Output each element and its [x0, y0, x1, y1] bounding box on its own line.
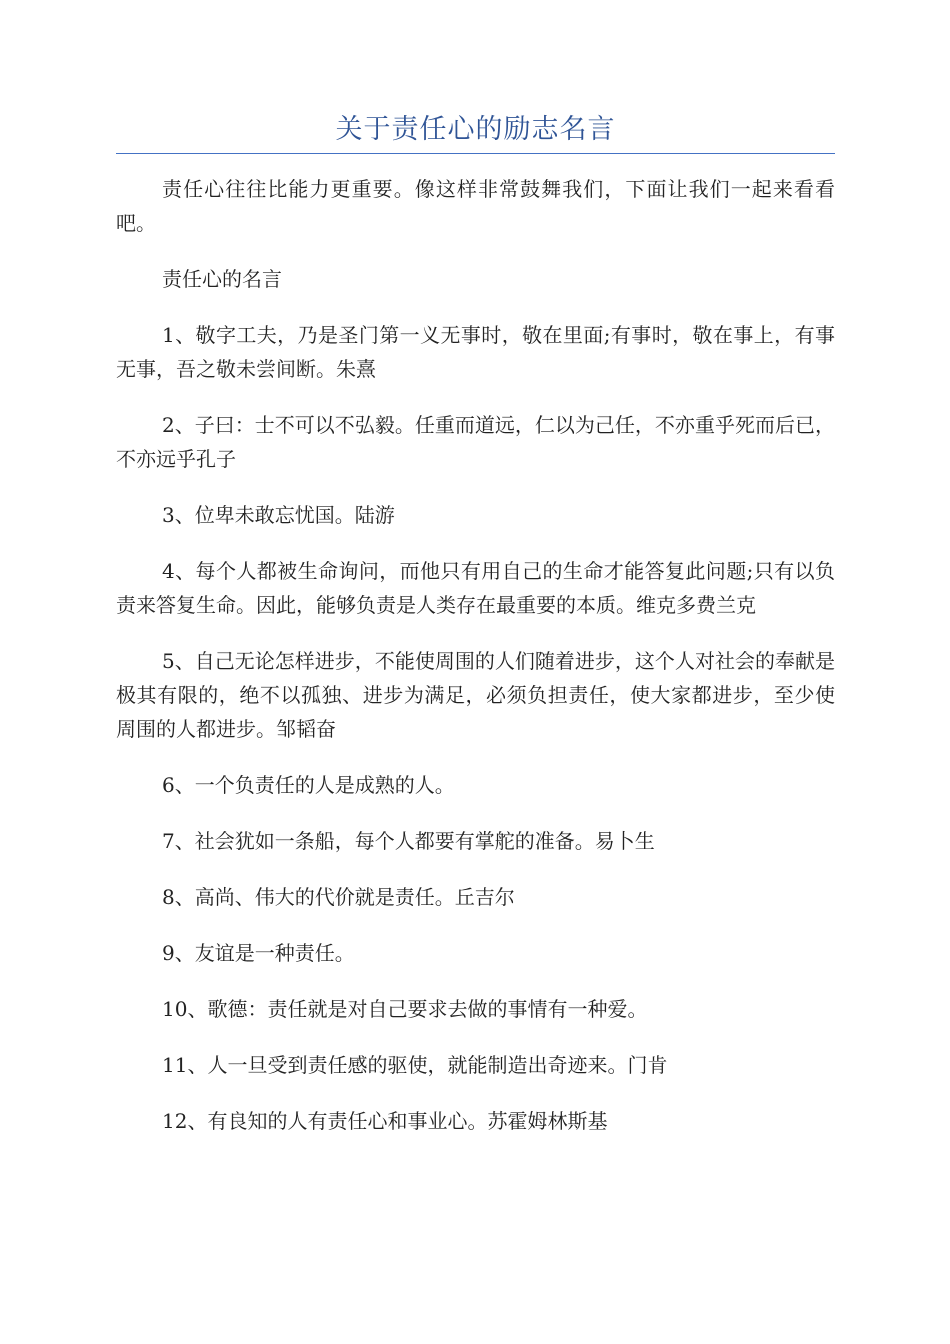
quote-paragraph: 12、有良知的人有责任心和事业心。苏霍姆林斯基: [162, 1109, 608, 1133]
quote-paragraph: 6、一个负责任的人是成熟的人。: [162, 773, 455, 797]
quote-paragraph: 10、歌德：责任就是对自己要求去做的事情有一种爱。: [162, 997, 648, 1021]
quote-paragraph: 7、社会犹如一条船，每个人都要有掌舵的准备。易卜生: [162, 829, 655, 853]
quote-paragraph: 3、位卑未敢忘忧国。陆游: [162, 503, 395, 527]
title-underline: [116, 153, 835, 154]
section-heading: 责任心的名言: [162, 267, 282, 291]
intro-paragraph: 责任心往往比能力更重要。像这样非常鼓舞我们，下面让我们一起来看看吧。: [116, 177, 835, 235]
document-body: [116, 172, 835, 1160]
quote-paragraph: 9、友谊是一种责任。: [162, 941, 355, 965]
quote-paragraph: 4、每个人都被生命询问，而他只有用自己的生命才能答复此问题;只有以负责来答复生命。因此，能够负责是人类存在最重要的本质。维克多费兰克: [116, 559, 835, 617]
quote-paragraph: 2、子曰：士不可以不弘毅。任重而道远，仁以为己任，不亦重乎死而后已，不亦远乎孔子: [116, 413, 835, 471]
quote-paragraph: 11、人一旦受到责任感的驱使，就能制造出奇迹来。门肯: [162, 1053, 668, 1077]
quote-paragraph: 8、高尚、伟大的代价就是责任。丘吉尔: [162, 885, 515, 909]
quote-paragraph: 1、敬字工夫，乃是圣门第一义无事时，敬在里面;有事时，敬在事上，有事无事，吾之敬未尝间断。朱熹: [116, 323, 835, 381]
quote-paragraph: 5、自己无论怎样进步，不能使周围的人们随着进步，这个人对社会的奉献是极其有限的，绝不以孤独、进步为满足，必须负担责任，使大家都进步，至少使周围的人都进步。邹韬奋: [116, 649, 835, 741]
document-title: 关于责任心的励志名言: [335, 114, 616, 145]
